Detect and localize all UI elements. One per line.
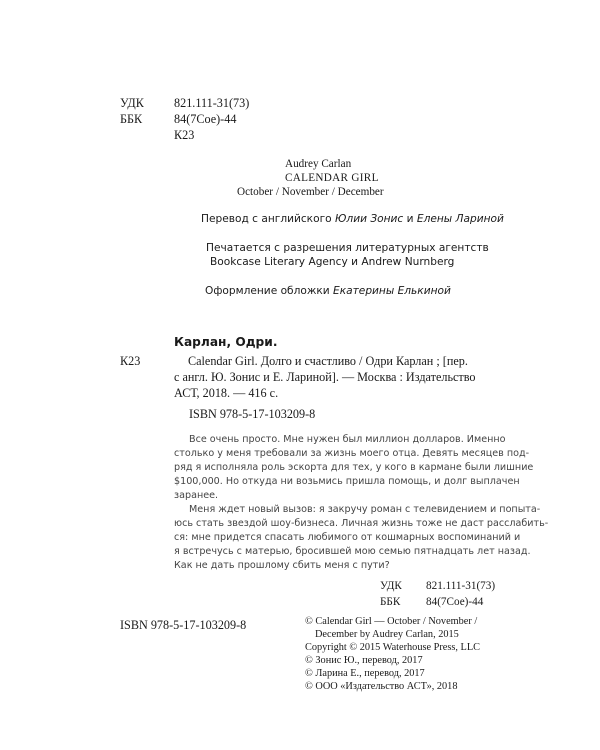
annotation-p1-line-5: заранее. xyxy=(174,490,219,501)
bottom-bbk-line xyxy=(380,595,483,609)
catalog-line-1: Calendar Girl. Долго и счастливо / Одри Карлан ; [пер. xyxy=(188,354,468,368)
top-udk-label: УДК xyxy=(120,96,144,110)
annotation-p2-line-1: Меня ждет новый вызов: я закручу роман с телевидением и попыта- xyxy=(189,504,541,515)
annotation-p1-line-2: столько у меня требовали за жизнь моего отца. Девять месяцев под- xyxy=(174,448,530,459)
translator-2: Елены Лариной xyxy=(416,213,504,225)
annotation-p2-line-4: я встречусь с матерью, бросившей мою семью пятнадцать лет назад. xyxy=(174,546,531,557)
annotation-p2-line-3: ся: мне придется спасать любимого от кошмарных воспоминаний и xyxy=(174,532,521,543)
permission-line-2: Bookcase Literary Agency и Andrew Nurnberg xyxy=(210,256,455,268)
cover-designer: Екатерины Елькиной xyxy=(333,285,451,297)
annotation-p1-line-4: $100,000. Но откуда ни возьмись пришла помощь, и долг выплачен xyxy=(174,476,520,487)
copyright-line-4: © Зонис Ю., перевод, 2017 xyxy=(305,655,423,666)
permission-line-1: Печатается с разрешения литературных агентств xyxy=(206,242,489,254)
catalog-mark: К23 xyxy=(120,354,141,368)
top-bbk-value: 84(7Сое)-44 xyxy=(174,112,237,126)
top-udk-line xyxy=(120,96,249,110)
catalog-heading: Карлан, Одри. xyxy=(174,335,278,349)
catalog-line-3: АСТ, 2018. — 416 с. xyxy=(174,386,279,400)
top-bbk-label: ББК xyxy=(120,112,143,126)
catalog-isbn: ISBN 978-5-17-103209-8 xyxy=(189,407,316,421)
copyright-line-5: © Ларина Е., перевод, 2017 xyxy=(305,668,425,679)
bottom-bbk-label: ББК xyxy=(380,596,401,608)
copyright-line-2: December by Audrey Carlan, 2015 xyxy=(315,629,459,640)
annotation-p2-line-2: юсь стать звездой шоу-бизнеса. Личная жизнь тоже не даст расслабить- xyxy=(174,518,549,529)
translation-conj: и xyxy=(403,213,417,225)
translator-1: Юлии Зонис xyxy=(334,213,404,225)
bottom-bbk-value: 84(7Сое)-44 xyxy=(426,596,484,608)
top-author-mark: К23 xyxy=(174,128,195,142)
copyright-line-6: © ООО «Издательство АСТ», 2018 xyxy=(305,681,458,692)
bottom-udk-value: 821.111-31(73) xyxy=(426,580,496,592)
cover-design-credit xyxy=(205,284,451,298)
catalog-line-2: с англ. Ю. Зонис и Е. Лариной]. — Москва : Издательство xyxy=(174,370,476,384)
copyright-line-1: © Calendar Girl — October / November / xyxy=(305,616,478,627)
annotation-p2-line-5: Как не дать прошлому сбить меня с пути? xyxy=(174,560,390,571)
translation-prefix: Перевод с английского xyxy=(201,213,335,225)
copyright-line-3: Copyright © 2015 Waterhouse Press, LLC xyxy=(305,642,480,653)
bottom-udk-line xyxy=(380,579,495,593)
original-author: Audrey Carlan xyxy=(285,158,352,170)
original-title: CALENDAR GIRL xyxy=(285,172,379,184)
annotation-p1-line-1: Все очень просто. Мне нужен был миллион долларов. Именно xyxy=(189,434,506,445)
translation-credit xyxy=(201,212,504,226)
top-bbk-line xyxy=(120,112,236,126)
isbn-left: ISBN 978-5-17-103209-8 xyxy=(120,618,247,632)
original-months: October / November / December xyxy=(237,186,384,198)
cover-prefix: Оформление обложки xyxy=(205,285,334,297)
top-udk-value: 821.111-31(73) xyxy=(174,96,250,110)
annotation-p1-line-3: ряд я исполняла роль эскорта для тех, у кого в кармане были лишние xyxy=(174,462,534,473)
bottom-udk-label: УДК xyxy=(380,580,402,592)
